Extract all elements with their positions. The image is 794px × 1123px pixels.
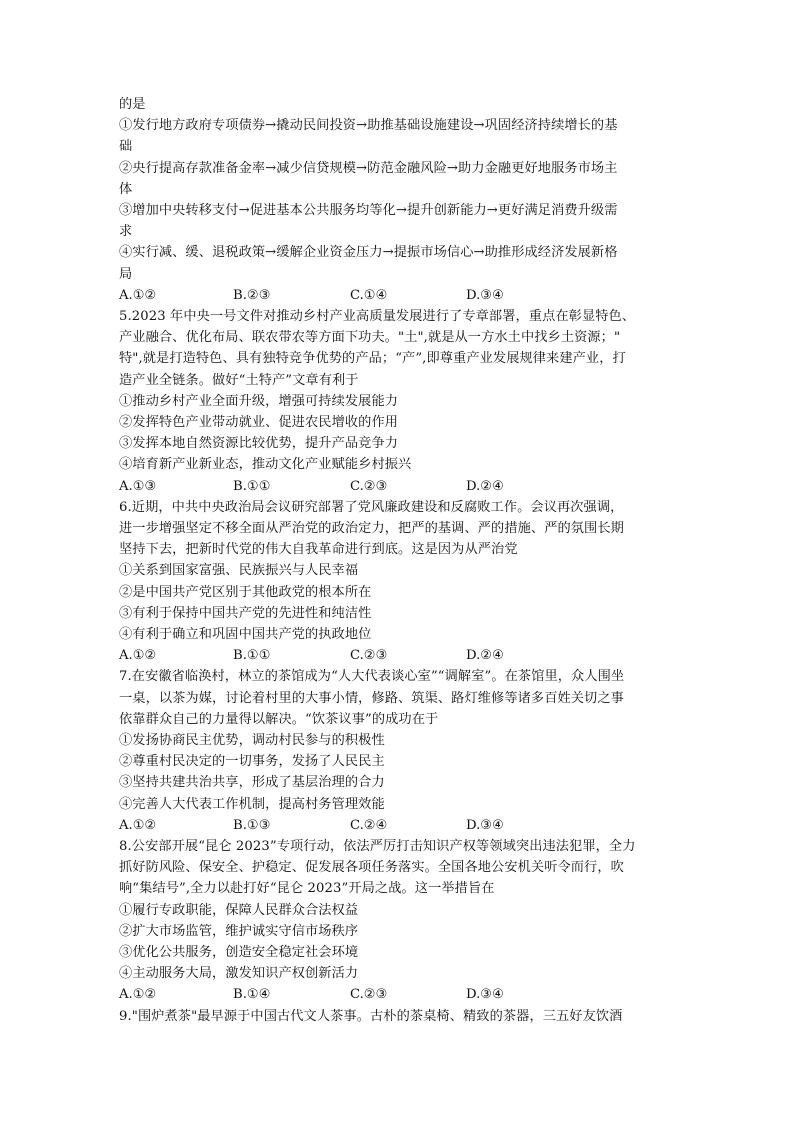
- answer-option: D.③④: [466, 817, 504, 833]
- text-line: 抓好防风险、保安全、护稳定、促发展各项任务落实。全国各地公安机关听令而行，吹: [119, 860, 624, 876]
- text-line: ②是中国共产党区别于其他政党的根本所在: [119, 584, 372, 600]
- answer-option: D.③④: [466, 987, 504, 1003]
- text-line: ④有利于确立和巩固中国共产党的执政地位: [119, 627, 372, 643]
- question-block: [119, 306, 687, 497]
- text-line: ②尊重村民决定的一切事务，发扬了人民民主: [119, 754, 385, 770]
- text-line: ③增加中央转移支付→促进基本公共服务均等化→提升创新能力→更好满足消费升级需: [119, 203, 618, 219]
- answer-options: [119, 645, 687, 666]
- answer-option: D.③④: [466, 287, 504, 303]
- text-line: ①发扬协商民主优势，调动村民参与的积极性: [119, 733, 385, 749]
- answer-option: A.①②: [119, 987, 157, 1003]
- answer-options: [119, 815, 687, 836]
- text-line: 础: [119, 139, 133, 155]
- text-line: 坚持下去，把新时代党的伟大自我革命进行到底。这是因为从严治党: [119, 542, 518, 558]
- answer-options: [119, 984, 687, 1005]
- answer-option: B.①③: [233, 817, 271, 833]
- text-line: 一桌，以茶为媒，讨论着村里的大事小情，修路、筑渠、路灯维修等诸多百姓关切之事: [119, 690, 624, 706]
- answer-option: B.①①: [233, 648, 271, 664]
- answer-option: D.②④: [466, 648, 504, 664]
- text-line: ④完善人大代表工作机制，提高村务管理效能: [119, 796, 385, 812]
- text-line: 9."围炉煮茶"最早源于中国古代文人茶事。古朴的茶桌椅、精致的茶器，三五好友饮酒: [119, 1008, 623, 1024]
- text-line: 特",就是打造特色、具有独特竞争优势的产品；“产”,即尊重产业发展规律来建产业，打: [119, 351, 626, 367]
- text-line: ③有利于保持中国共产党的先进性和纯洁性: [119, 605, 372, 621]
- text-line: ④实行减、缓、退税政策→缓解企业资金压力→提振市场信心→助推形成经济发展新格: [119, 245, 618, 261]
- text-line: 体: [119, 181, 133, 197]
- answer-option: A.①②: [119, 648, 157, 664]
- answer-option: C.②③: [350, 987, 388, 1003]
- answer-option: C.②③: [350, 478, 388, 494]
- text-line: ②央行提高存款准备金率→减少信贷规模→防范金融风险→助力金融更好地服务市场主: [119, 160, 618, 176]
- answer-option: A.①②: [119, 287, 157, 303]
- answer-options: [119, 285, 687, 306]
- answer-option: C.②③: [350, 648, 388, 664]
- answer-option: B.①①: [233, 478, 271, 494]
- answer-option: C.②④: [350, 817, 388, 833]
- text-line: ③坚持共建共治共享，形成了基层治理的合力: [119, 775, 385, 791]
- text-line: 5.2023 年中央一号文件对推动乡村产业高质量发展进行了专章部署，重点在彰显特色、: [119, 309, 636, 325]
- text-line: ③优化公共服务，创造安全稳定社会环境: [119, 945, 359, 961]
- text-line: ①发行地方政府专项债券→撬动民间投资→助推基础设施建设→巩固经济持续增长的基: [119, 118, 618, 134]
- text-line: 依靠群众自己的力量得以解决。“饮茶议事”的成功在于: [119, 711, 439, 727]
- text-line: 6.近期，中共中央政治局会议研究部署了党风廉政建设和反腐败工作。会议再次强调，: [119, 499, 624, 515]
- text-line: 8.公安部开展“昆仑 2023”专项行动，依法严厉打击知识产权等领域突出违法犯罪，全力: [119, 839, 636, 855]
- answer-option: A.①③: [119, 478, 157, 494]
- question-block: [119, 94, 687, 306]
- text-line: ②扩大市场监管，维护诚实守信市场秩序: [119, 923, 359, 939]
- text-line: 求: [119, 224, 133, 240]
- text-line: 的是: [119, 97, 146, 112]
- text-line: 响“集结号”,全力以赴打好“昆仑 2023”开局之战。这一举措旨在: [119, 881, 495, 897]
- text-line: ①关系到国家富强、民族振兴与人民幸福: [119, 563, 359, 579]
- text-line: ④培育新产业新业态，推动文化产业赋能乡村振兴: [119, 457, 412, 473]
- answer-option: D.②④: [466, 478, 504, 494]
- text-line: 局: [119, 266, 133, 282]
- text-line: 进一步增强坚定不移全面从严治党的政治定力，把严的基调、严的措施、严的氛围长期: [119, 521, 624, 537]
- document-page: [119, 94, 687, 1027]
- answer-option: B.①④: [233, 987, 271, 1003]
- text-line: 造产业全链条。做好“土特产”文章有利于: [119, 372, 359, 388]
- text-line: ③发挥本地自然资源比较优势，提升产品竞争力: [119, 436, 399, 452]
- question-block: [119, 836, 687, 1006]
- answer-options: [119, 476, 687, 497]
- text-line: ①履行专政职能，保障人民群众合法权益: [119, 902, 359, 918]
- text-line: ①推动乡村产业全面升级，增强可持续发展能力: [119, 393, 399, 409]
- question-block: [119, 1006, 687, 1027]
- answer-option: B.②③: [233, 287, 271, 303]
- text-line: 产业融合、优化布局、联农带农等方面下功夫。"土",就是从一方水土中找乡土资源；": [119, 330, 621, 346]
- text-line: ②发挥特色产业带动就业、促进农民增收的作用: [119, 415, 399, 431]
- text-line: 7.在安徽省临涣村，林立的茶馆成为“人大代表谈心室”“调解室”。在茶馆里，众人围坐: [119, 669, 625, 685]
- question-block: [119, 666, 687, 836]
- answer-option: C.①④: [350, 287, 388, 303]
- text-line: ④主动服务大局，激发知识产权创新活力: [119, 966, 359, 982]
- answer-option: A.①②: [119, 817, 157, 833]
- question-block: [119, 497, 687, 667]
